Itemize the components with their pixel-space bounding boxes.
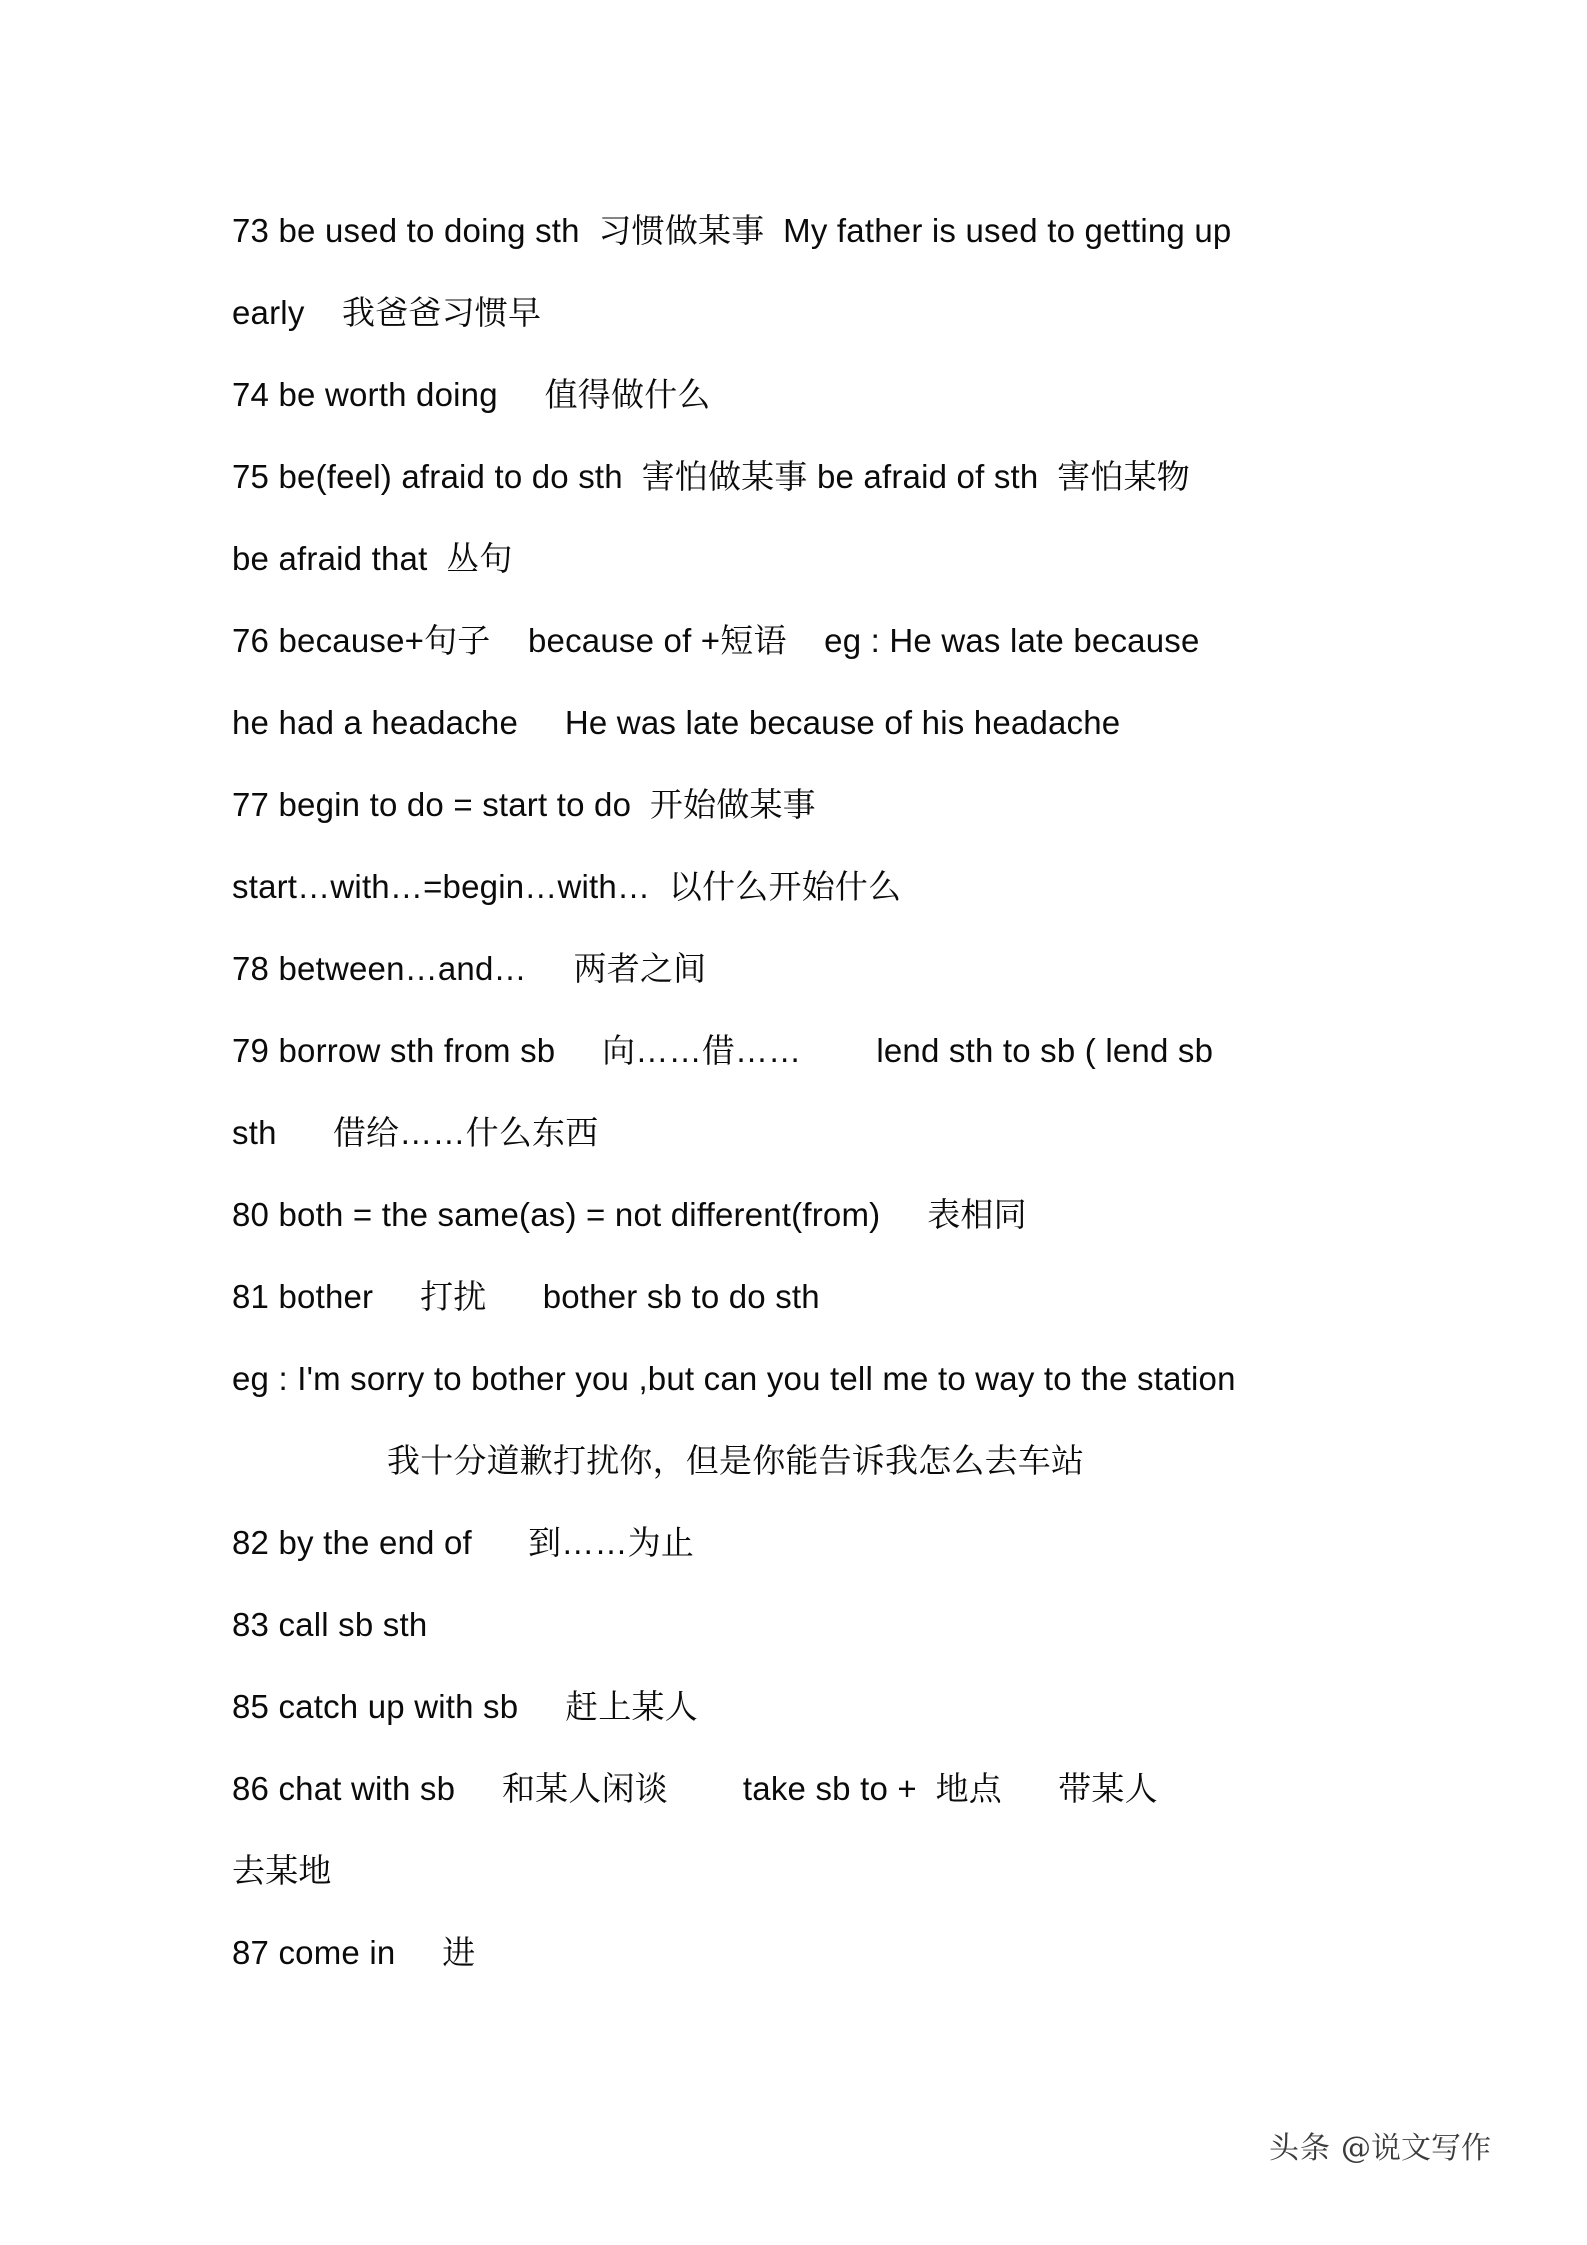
document-body bbox=[232, 190, 1362, 1994]
note-line: 77 begin to do = start to do 开始做某事 bbox=[232, 786, 816, 823]
note-line: eg : I'm sorry to bother you ,but can you tell me to way to the station bbox=[232, 1360, 1236, 1397]
note-line-translation: 我十分道歉打扰你，但是你能告诉我怎么去车站 bbox=[387, 1442, 1085, 1479]
note-line: 83 call sb sth bbox=[232, 1606, 428, 1643]
watermark-handle: @说文写作 bbox=[1341, 2131, 1491, 2166]
note-line: 87 come in 进 bbox=[232, 1934, 476, 1971]
note-line: 86 chat with sb 和某人闲谈 take sb to + 地点 带某人 bbox=[232, 1770, 1158, 1807]
note-line: 81 bother 打扰 bother sb to do sth bbox=[232, 1278, 820, 1315]
note-line: 79 borrow sth from sb 向……借…… lend sth to sb ( lend sb bbox=[232, 1032, 1214, 1069]
note-line: 82 by the end of 到……为止 bbox=[232, 1524, 695, 1561]
note-line: 去某地 bbox=[232, 1852, 332, 1889]
note-line: start…with…=begin…with… 以什么开始什么 bbox=[232, 868, 902, 905]
note-line: 73 be used to doing sth 习惯做某事 My father is used to getting up bbox=[232, 212, 1232, 249]
note-line: 78 between…and… 两者之间 bbox=[232, 950, 707, 987]
note-line: sth 借给……什么东西 bbox=[232, 1114, 599, 1151]
note-line: 75 be(feel) afraid to do sth 害怕做某事 be afraid of sth 害怕某物 bbox=[232, 458, 1190, 495]
note-line: early 我爸爸习惯早 bbox=[232, 294, 542, 331]
note-line: he had a headache He was late because of his headache bbox=[232, 704, 1121, 741]
note-line: 76 because+句子 because of +短语 eg : He was late because bbox=[232, 622, 1200, 659]
watermark bbox=[1269, 2123, 1491, 2167]
note-line: 74 be worth doing 值得做什么 bbox=[232, 376, 711, 413]
note-line: 80 both = the same(as) = not different(from) 表相同 bbox=[232, 1196, 1027, 1233]
note-line: be afraid that 丛句 bbox=[232, 540, 513, 577]
note-line: 85 catch up with sb 赶上某人 bbox=[232, 1688, 698, 1725]
toutiao-logo-icon: 头条 bbox=[1269, 2131, 1331, 2166]
